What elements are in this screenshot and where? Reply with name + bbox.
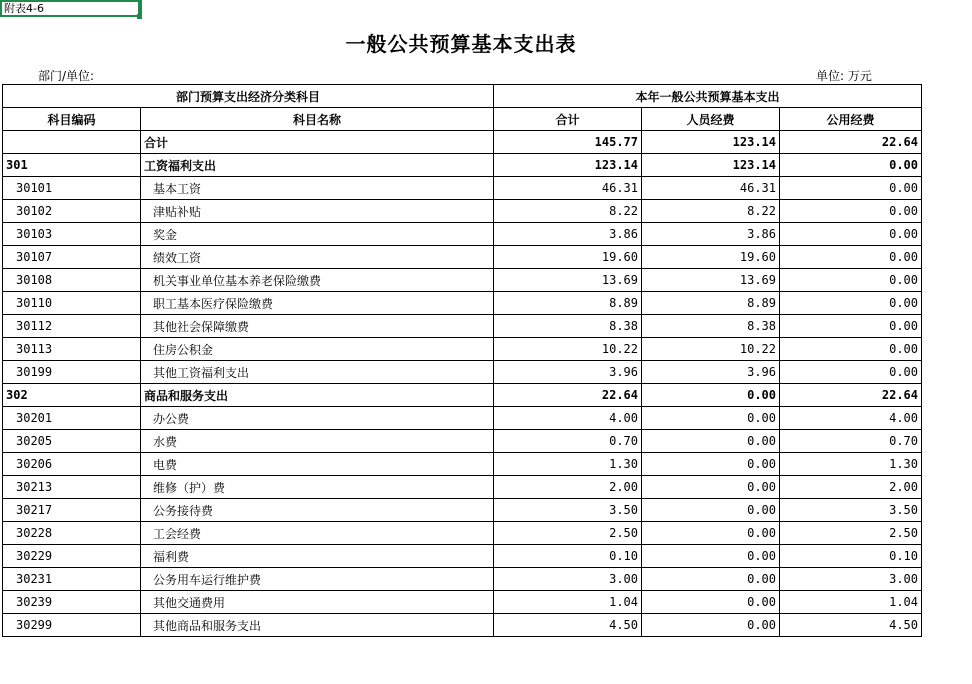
total-personnel-cell[interactable]: 123.14 [642, 131, 780, 154]
code-cell[interactable]: 30239 [3, 591, 141, 614]
personnel-cell[interactable]: 8.22 [642, 200, 780, 223]
budget-table [2, 84, 922, 637]
total-cell[interactable]: 3.00 [494, 568, 642, 591]
public-cell[interactable]: 3.50 [780, 499, 922, 522]
table-row [3, 545, 922, 568]
category-row [3, 384, 922, 407]
table-row [3, 522, 922, 545]
name-cell[interactable]: 公务接待费 [141, 499, 494, 522]
public-cell[interactable]: 1.04 [780, 591, 922, 614]
public-cell[interactable]: 2.50 [780, 522, 922, 545]
name-cell[interactable]: 基本工资 [141, 177, 494, 200]
code-cell[interactable]: 30213 [3, 476, 141, 499]
table-row [3, 614, 922, 637]
table-row [3, 269, 922, 292]
total-row [3, 131, 922, 154]
total-cell[interactable]: 1.04 [494, 591, 642, 614]
total-cell[interactable]: 0.70 [494, 430, 642, 453]
public-cell[interactable]: 4.00 [780, 407, 922, 430]
code-cell[interactable]: 30299 [3, 614, 141, 637]
name-cell[interactable]: 津贴补贴 [141, 200, 494, 223]
table-row [3, 338, 922, 361]
table-row [3, 246, 922, 269]
total-cell[interactable]: 4.50 [494, 614, 642, 637]
total-cell[interactable]: 1.30 [494, 453, 642, 476]
public-cell[interactable]: 4.50 [780, 614, 922, 637]
personnel-cell[interactable]: 0.00 [642, 430, 780, 453]
public-cell[interactable]: 0.00 [780, 338, 922, 361]
personnel-cell[interactable]: 0.00 [642, 568, 780, 591]
total-cell[interactable]: 4.00 [494, 407, 642, 430]
total-public-cell[interactable]: 22.64 [780, 131, 922, 154]
header-personnel[interactable]: 人员经费 [642, 108, 780, 131]
total-cell[interactable]: 19.60 [494, 246, 642, 269]
name-cell[interactable]: 其他交通费用 [141, 591, 494, 614]
name-cell[interactable]: 工会经费 [141, 522, 494, 545]
personnel-cell[interactable]: 0.00 [642, 384, 780, 407]
header-code[interactable]: 科目编码 [3, 108, 141, 131]
header-row-group [3, 85, 922, 108]
sheet-title: 一般公共预算基本支出表 [345, 32, 577, 56]
total-cell[interactable]: 46.31 [494, 177, 642, 200]
annex-label: 附表4-6 [4, 2, 44, 15]
name-cell[interactable]: 公务用车运行维护费 [141, 568, 494, 591]
code-cell[interactable]: 30101 [3, 177, 141, 200]
total-cell[interactable]: 2.50 [494, 522, 642, 545]
name-cell[interactable]: 水费 [141, 430, 494, 453]
table-row [3, 476, 922, 499]
personnel-cell[interactable]: 0.00 [642, 614, 780, 637]
personnel-cell[interactable]: 8.89 [642, 292, 780, 315]
name-cell[interactable]: 工资福利支出 [141, 154, 494, 177]
personnel-cell[interactable]: 3.96 [642, 361, 780, 384]
table-row [3, 453, 922, 476]
total-code-cell[interactable] [3, 131, 141, 154]
code-cell[interactable]: 30103 [3, 223, 141, 246]
total-cell[interactable]: 10.22 [494, 338, 642, 361]
header-row-columns [3, 108, 922, 131]
public-cell[interactable]: 0.00 [780, 315, 922, 338]
name-cell[interactable]: 其他社会保障缴费 [141, 315, 494, 338]
dept-label: 部门/单位: [38, 69, 95, 83]
public-cell[interactable]: 0.00 [780, 269, 922, 292]
name-cell[interactable]: 办公费 [141, 407, 494, 430]
total-cell[interactable]: 0.10 [494, 545, 642, 568]
personnel-cell[interactable]: 46.31 [642, 177, 780, 200]
total-cell[interactable]: 8.38 [494, 315, 642, 338]
table-row [3, 430, 922, 453]
total-cell[interactable]: 3.86 [494, 223, 642, 246]
table-row [3, 568, 922, 591]
total-cell[interactable]: 13.69 [494, 269, 642, 292]
total-cell[interactable]: 8.22 [494, 200, 642, 223]
public-cell[interactable]: 0.00 [780, 246, 922, 269]
name-cell[interactable]: 维修（护）费 [141, 476, 494, 499]
table-row [3, 223, 922, 246]
public-cell[interactable]: 0.00 [780, 361, 922, 384]
name-cell[interactable]: 机关事业单位基本养老保险缴费 [141, 269, 494, 292]
personnel-cell[interactable]: 19.60 [642, 246, 780, 269]
table-row [3, 177, 922, 200]
code-cell[interactable]: 302 [3, 384, 141, 407]
total-cell[interactable]: 3.96 [494, 361, 642, 384]
fill-handle[interactable] [137, 14, 142, 19]
code-cell[interactable]: 30229 [3, 545, 141, 568]
code-cell[interactable]: 301 [3, 154, 141, 177]
code-cell[interactable]: 30112 [3, 315, 141, 338]
total-cell[interactable]: 123.14 [494, 154, 642, 177]
public-cell[interactable]: 0.00 [780, 154, 922, 177]
name-cell[interactable]: 其他商品和服务支出 [141, 614, 494, 637]
name-cell[interactable]: 职工基本医疗保险缴费 [141, 292, 494, 315]
personnel-cell[interactable]: 0.00 [642, 499, 780, 522]
code-cell[interactable]: 30199 [3, 361, 141, 384]
total-cell[interactable]: 22.64 [494, 384, 642, 407]
public-cell[interactable]: 3.00 [780, 568, 922, 591]
table-row [3, 200, 922, 223]
public-cell[interactable]: 0.00 [780, 200, 922, 223]
total-cell[interactable]: 3.50 [494, 499, 642, 522]
table-row [3, 292, 922, 315]
code-cell[interactable]: 30231 [3, 568, 141, 591]
table-row [3, 407, 922, 430]
code-cell[interactable]: 30102 [3, 200, 141, 223]
name-cell[interactable]: 住房公积金 [141, 338, 494, 361]
personnel-cell[interactable]: 0.00 [642, 407, 780, 430]
personnel-cell[interactable]: 13.69 [642, 269, 780, 292]
personnel-cell[interactable]: 0.00 [642, 545, 780, 568]
category-row [3, 154, 922, 177]
total-cell[interactable]: 8.89 [494, 292, 642, 315]
header-public[interactable]: 公用经费 [780, 108, 922, 131]
unit-label: 单位: 万元 [816, 69, 872, 83]
public-cell[interactable]: 0.00 [780, 223, 922, 246]
code-cell[interactable]: 30110 [3, 292, 141, 315]
personnel-cell[interactable]: 0.00 [642, 453, 780, 476]
header-name[interactable]: 科目名称 [141, 108, 494, 131]
personnel-cell[interactable]: 3.86 [642, 223, 780, 246]
code-cell[interactable]: 30206 [3, 453, 141, 476]
code-cell[interactable]: 30228 [3, 522, 141, 545]
personnel-cell[interactable]: 0.00 [642, 476, 780, 499]
public-cell[interactable]: 0.00 [780, 177, 922, 200]
public-cell[interactable]: 0.10 [780, 545, 922, 568]
table-row [3, 591, 922, 614]
total-cell[interactable]: 2.00 [494, 476, 642, 499]
header-group-right[interactable]: 本年一般公共预算基本支出 [494, 85, 922, 108]
public-cell[interactable]: 0.70 [780, 430, 922, 453]
personnel-cell[interactable]: 10.22 [642, 338, 780, 361]
total-name-cell[interactable]: 合计 [141, 131, 494, 154]
public-cell[interactable]: 0.00 [780, 292, 922, 315]
total-total-cell[interactable]: 145.77 [494, 131, 642, 154]
public-cell[interactable]: 22.64 [780, 384, 922, 407]
personnel-cell[interactable]: 0.00 [642, 591, 780, 614]
name-cell[interactable]: 奖金 [141, 223, 494, 246]
name-cell[interactable]: 福利费 [141, 545, 494, 568]
name-cell[interactable]: 绩效工资 [141, 246, 494, 269]
code-cell[interactable]: 30113 [3, 338, 141, 361]
name-cell[interactable]: 电费 [141, 453, 494, 476]
table-row [3, 499, 922, 522]
table-row [3, 315, 922, 338]
code-cell[interactable]: 30201 [3, 407, 141, 430]
code-cell[interactable]: 30107 [3, 246, 141, 269]
personnel-cell[interactable]: 8.38 [642, 315, 780, 338]
table-row [3, 361, 922, 384]
personnel-cell[interactable]: 123.14 [642, 154, 780, 177]
public-cell[interactable]: 2.00 [780, 476, 922, 499]
public-cell[interactable]: 1.30 [780, 453, 922, 476]
name-cell[interactable]: 商品和服务支出 [141, 384, 494, 407]
header-total[interactable]: 合计 [494, 108, 642, 131]
name-cell[interactable]: 其他工资福利支出 [141, 361, 494, 384]
personnel-cell[interactable]: 0.00 [642, 522, 780, 545]
header-group-left[interactable]: 部门预算支出经济分类科目 [3, 85, 494, 108]
code-cell[interactable]: 30217 [3, 499, 141, 522]
code-cell[interactable]: 30205 [3, 430, 141, 453]
code-cell[interactable]: 30108 [3, 269, 141, 292]
